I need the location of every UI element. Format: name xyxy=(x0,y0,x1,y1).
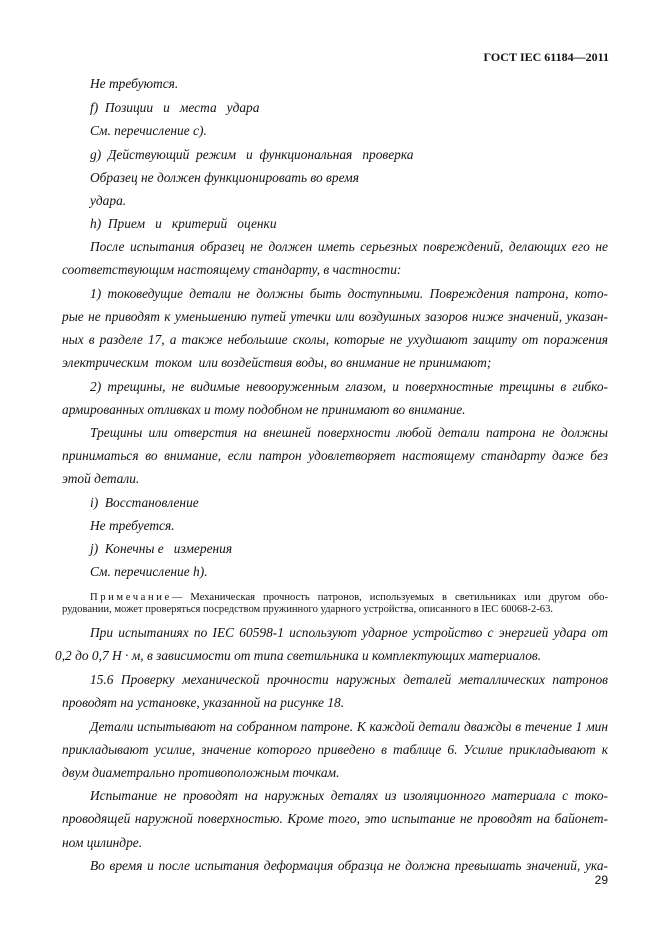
paragraph-line: 0,2 до 0,7 Н · м, в зависимости от типа светильника и комплектующих материалов. xyxy=(55,648,542,663)
paragraph-line: Не требуются. xyxy=(90,76,179,91)
paragraph-line: f) Позиции и места удара xyxy=(90,100,260,115)
paragraph-line: Испытание не проводят на наружных деталях из изоляционного материала с токо- xyxy=(90,788,608,803)
paragraph-line: проводят на установке, указанной на рисунке 18. xyxy=(62,695,345,710)
paragraph-line: Во время и после испытания деформация образца не должна превышать значений, ука- xyxy=(90,858,608,873)
paragraph-line: электрическим током или воздействия воды, во внимание не принимают; xyxy=(62,355,492,370)
paragraph-line: j) Конечны е измерения xyxy=(90,541,233,556)
paragraph-line: i) Восстановление xyxy=(90,495,199,510)
paragraph-line: прикладывают усилие, значение которого приведено в таблице 6. Усилие прикладывают к xyxy=(62,742,608,757)
paragraph-line: g) Действующий режим и функциональная проверка xyxy=(90,147,414,162)
paragraph-line: См. перечисление h). xyxy=(90,564,208,579)
paragraph-line: этой детали. xyxy=(62,471,140,486)
paragraph-line: 15.6 Проверку механической прочности наружных деталей металлических патронов xyxy=(90,672,608,687)
paragraph-line: h) Прием и критерий оценки xyxy=(90,216,277,231)
paragraph-line: армированных отливках и тому подобном не принимают во внимание. xyxy=(62,402,466,417)
paragraph-line: Трещины или отверстия на внешней поверхности любой детали патрона не должны xyxy=(90,425,608,440)
paragraph-line: удара. xyxy=(90,193,127,208)
paragraph-line: ных в разделе 17, а также небольшие сколы, которые не ухудшают защиту от поражения xyxy=(62,332,608,347)
paragraph-line: 2) трещины, не видимые невооруженным глазом, и поверхностные трещины в гибко- xyxy=(90,379,608,394)
document-header: ГОСТ IEC 61184—2011 xyxy=(483,50,609,64)
page-number: 29 xyxy=(594,873,608,887)
paragraph-line: Не требуется. xyxy=(90,518,175,533)
paragraph-line: 1) токоведущие детали не должны быть доступными. Повреждения патрона, кото- xyxy=(90,286,608,301)
paragraph-line: приниматься во внимание, если патрон удовлетворяет настоящему стандарту даже без xyxy=(62,448,608,463)
paragraph-line: соответствующим настоящему стандарту, в частности: xyxy=(62,262,402,277)
note-line: рудовании, может проверяться посредством пружинного ударного устройства, описанного в IEC 60068-2-63. xyxy=(62,604,554,615)
paragraph-line: После испытания образец не должен иметь серьезных повреждений, делающих его не xyxy=(90,239,608,254)
paragraph-line: Образец не должен функционировать во время xyxy=(90,170,359,185)
paragraph-line: рые не приводят к уменьшению путей утечки или воздушных зазоров ниже значений, указан- xyxy=(62,309,608,324)
paragraph-line: Детали испытывают на собранном патроне. К каждой детали дважды в течение 1 мин xyxy=(90,719,608,734)
note-text: — Механическая прочность патронов, используемых в светильниках или другом обо- xyxy=(171,592,608,603)
paragraph-line: См. перечисление с). xyxy=(90,123,207,138)
paragraph-line: двум диаметрально противоположным точкам. xyxy=(62,765,340,780)
note-label: Примечание xyxy=(90,592,172,603)
paragraph-line: При испытаниях по IEC 60598-1 используют ударное устройство с энергией удара от xyxy=(90,625,608,640)
paragraph-line: проводящей наружной поверхностью. Кроме того, это испытание не проводят на байонет- xyxy=(62,811,608,826)
paragraph-line: ном цилиндре. xyxy=(62,835,143,850)
